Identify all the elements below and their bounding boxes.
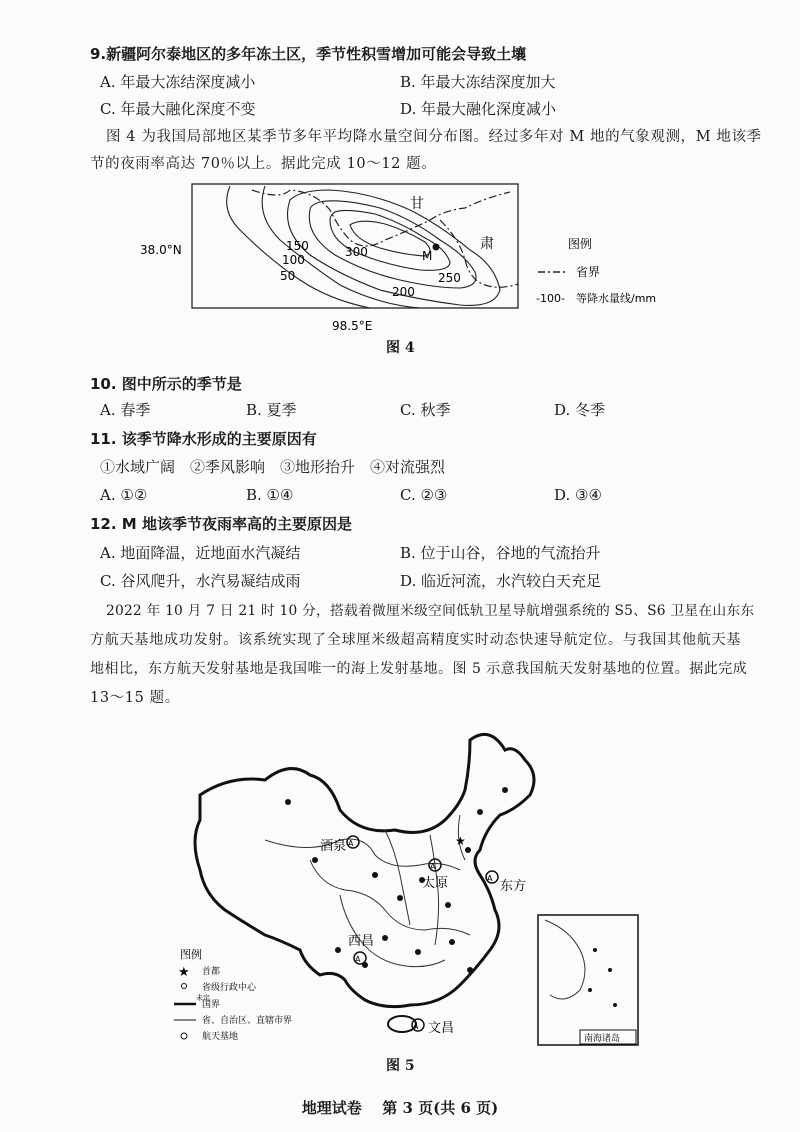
figure-5-caption: 图 5 xyxy=(386,1058,415,1074)
svg-text:A: A xyxy=(430,862,436,871)
figure-4-caption: 图 4 xyxy=(386,340,415,356)
isohyet-50: 50 xyxy=(280,269,296,283)
fig4-legend-iso-value: -100- xyxy=(536,292,565,305)
point-m-marker xyxy=(433,244,440,251)
longitude-label: 98.5°E xyxy=(332,319,373,333)
intro2-line3: 地相比，东方航天发射基地是我国唯一的海上发射基地。图 5 示意我国航天发射基地的位置。据此完成 xyxy=(90,661,748,677)
page-footer xyxy=(0,1097,800,1118)
site-dongfang-label: 东方 xyxy=(500,879,527,894)
legend-national-border: 国界 xyxy=(202,1000,221,1010)
legend-base: 航天基地 xyxy=(202,1032,239,1042)
q9-stem: 9.新疆阿尔泰地区的多年冻土区，季节性积雪增加可能会导致土壤 xyxy=(90,45,527,63)
q11-option-b: B. ①④ xyxy=(246,486,294,504)
intro2-line1: 2022 年 10 月 7 日 21 时 10 分，搭载着微厘米级空间低轨卫星导航增强系统的 S5、S6 卫星在山东东 xyxy=(106,603,755,619)
latitude-label: 38.0°N xyxy=(140,243,182,257)
site-jiuquan-label: 酒泉 xyxy=(320,839,347,854)
q12-option-d: D. 临近河流，水汽较白天充足 xyxy=(400,572,602,590)
svg-text:A: A xyxy=(487,874,493,883)
isohyet-300: 300 xyxy=(345,245,368,259)
q12-option-b: B. 位于山谷，谷地的气流抬升 xyxy=(400,544,601,562)
svg-text:★: ★ xyxy=(455,834,466,848)
q12-option-a: A. 地面降温，近地面水汽凝结 xyxy=(100,544,301,562)
intro1-line1: 图 4 为我国局部地区某季节多年平均降水量空间分布图。经过多年对 M 地的气象观测，M 地该季 xyxy=(106,129,762,145)
q11-stem: 11. 该季节降水形成的主要原因有 xyxy=(90,430,317,448)
svg-text:A: A xyxy=(348,839,354,848)
q11-choices: ①水域广阔 ②季风影响 ③地形抬升 ④对流强烈 xyxy=(100,458,446,476)
inset-frame xyxy=(538,915,638,1045)
q10-option-b: B. 夏季 xyxy=(246,401,297,419)
q10-option-a: A. 春季 xyxy=(100,401,151,419)
fig4-legend-isohyet: 等降水量线/mm xyxy=(576,292,657,305)
isohyet-100: 100 xyxy=(282,253,305,267)
point-m-label: M xyxy=(422,249,433,263)
province-su-label: 肃 xyxy=(480,236,494,252)
site-wenchang-label: 文昌 xyxy=(428,1021,455,1036)
isohyet-250: 250 xyxy=(438,271,461,285)
q11-option-a: A. ①② xyxy=(100,486,148,504)
legend-capital-symbol: ★ xyxy=(178,965,190,980)
svg-text:A: A xyxy=(413,1022,419,1031)
legend-prov-border: 省、自治区、直辖市界 xyxy=(202,1016,293,1026)
intro2-line2: 方航天基地成功发射。该系统实现了全球厘米级超高精度实时动态快速导航定位。与我国其他航天基 xyxy=(90,632,742,648)
q9-option-a: A. 年最大冻结深度减小 xyxy=(100,73,256,91)
q10-stem: 10. 图中所示的季节是 xyxy=(90,375,242,393)
legend-undetermined: 未定 xyxy=(196,994,210,1002)
q9-option-d: D. 年最大融化深度减小 xyxy=(400,100,557,118)
site-taiyuan-label: 太原 xyxy=(422,876,449,891)
q12-stem: 12. M 地该季节夜雨率高的主要原因是 xyxy=(90,515,352,533)
q11-option-d: D. ③④ xyxy=(554,486,602,504)
legend-prov-center: 省级行政中心 xyxy=(202,983,257,993)
svg-text:A: A xyxy=(355,955,361,964)
q12-option-c: C. 谷风爬升，水汽易凝结成雨 xyxy=(100,572,301,590)
footer-subject: 地理试卷 xyxy=(301,1099,362,1117)
footer-page: 第 3 页(共 6 页) xyxy=(382,1099,499,1117)
fig5-legend-title: 图例 xyxy=(180,948,202,961)
isohyet-150: 150 xyxy=(286,239,309,253)
q9-option-c: C. 年最大融化深度不变 xyxy=(100,100,256,118)
figure-5-map xyxy=(170,720,650,1050)
legend-capital: 首都 xyxy=(202,967,221,977)
intro2-line4: 13～15 题。 xyxy=(90,690,180,706)
fig4-legend-border: 省界 xyxy=(576,265,601,279)
site-xichang-label: 西昌 xyxy=(348,934,375,949)
q10-option-d: D. 冬季 xyxy=(554,401,606,419)
inset-label: 南海诸岛 xyxy=(584,1034,621,1044)
province-gan-label: 甘 xyxy=(410,196,424,212)
q9-option-b: B. 年最大冻结深度加大 xyxy=(400,73,556,91)
fig4-legend-title: 图例 xyxy=(568,237,593,251)
figure-4-map xyxy=(140,180,680,350)
q11-option-c: C. ②③ xyxy=(400,486,448,504)
isohyet-200: 200 xyxy=(392,285,415,299)
q10-option-c: C. 秋季 xyxy=(400,401,451,419)
intro1-line2: 节的夜雨率高达 70％以上。据此完成 10～12 题。 xyxy=(90,156,437,172)
